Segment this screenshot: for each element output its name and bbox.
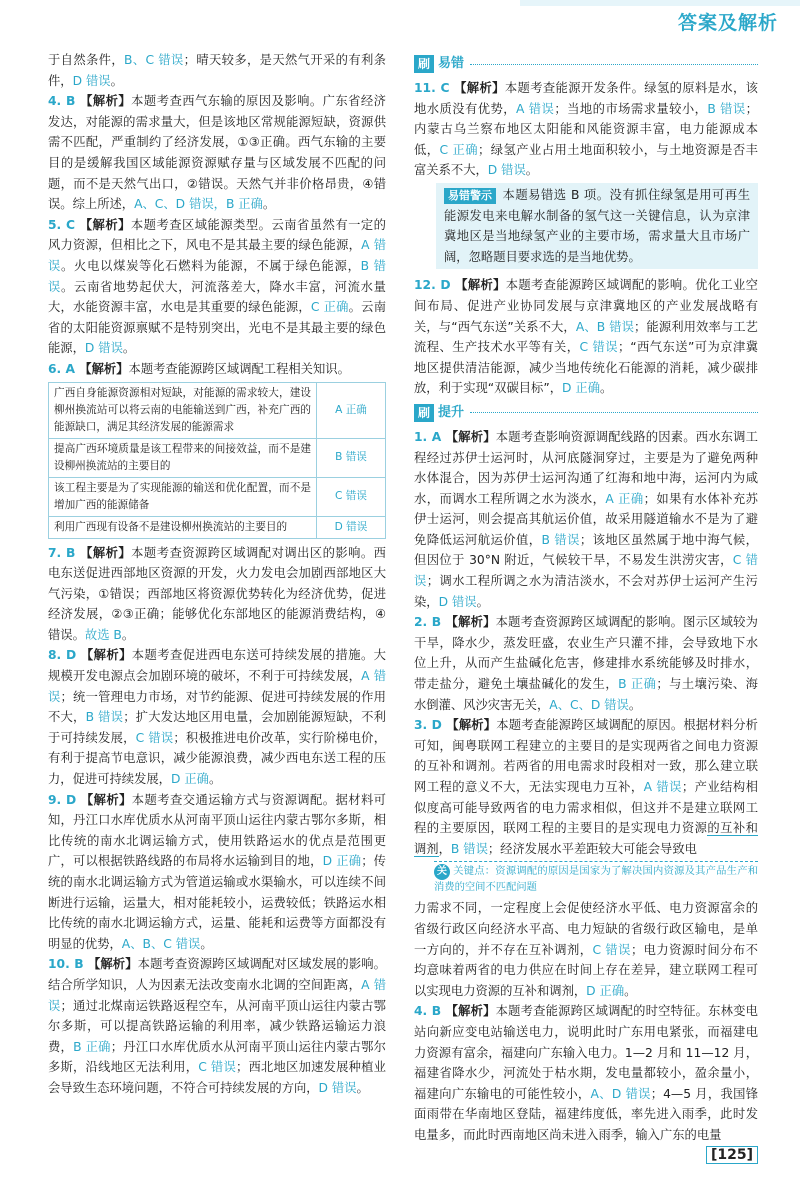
table-cell-text: 该工程主要是为了实现能源的输送和优化配置，而不是增加广西的能源储备 xyxy=(49,477,317,516)
section-tisheng xyxy=(414,403,758,423)
analysis-tag: 【解析】 xyxy=(441,1004,496,1019)
answer-verdict: A 错误 xyxy=(516,101,555,116)
answer-11 xyxy=(414,78,758,181)
text-run: ；与土壤污染、海水倒灌、风沙灾害无关， xyxy=(414,677,758,712)
text-run: 本题考查区域能源类型。云南省虽然有一定的风力资源，但相比之下，风电不是其最主要的绿色能源， xyxy=(48,217,386,253)
answer-verdict: D 错误 xyxy=(72,73,111,88)
answer-verdict: A、B 错误 xyxy=(575,319,635,334)
answer-verdict: C 错误 xyxy=(198,1060,236,1075)
section-yicuo xyxy=(414,54,758,74)
answer-verdict: B 错误 xyxy=(541,532,580,547)
section-label: 易错 xyxy=(438,55,465,71)
answer-verdict: B 错误 xyxy=(450,841,488,856)
answer-p2 xyxy=(414,612,758,715)
answer-verdict: D 正确 xyxy=(586,983,625,998)
answer-verdict: D 正确 xyxy=(562,381,600,396)
cont-paragraph xyxy=(48,50,386,91)
answer-verdict: B 错误 xyxy=(707,101,746,116)
section-divider xyxy=(470,64,758,65)
answer-12 xyxy=(414,275,758,399)
page-header xyxy=(0,0,800,40)
text-run: 。云南省地势起伏大，河流落差大，降水丰富，河流水量大，水能资源丰富，水电是其重要的绿色能源， xyxy=(48,279,386,315)
answer-4 xyxy=(48,91,386,215)
text-run: 。 xyxy=(208,772,222,787)
warning-box xyxy=(436,183,758,269)
text-run: ；调水工程所调之水为清洁淡水，不会对苏伊士运河产生污染， xyxy=(414,574,758,609)
table-cell-result: A 正确 xyxy=(317,382,386,438)
text-run: 本题考查西气东输的原因及影响。广东省经济发达，对能源的需求量大，但是该地区常规能源短缺，资源供需不匹配，严重制约了经济发展，①③正确。西气东输的主要目的是缓解我国区域能源资源赋存量与区域发展不匹配的问题，而不是天然气出口，②错误。天然气并非价格昂贵，④错误。综上所述， xyxy=(48,94,386,212)
text-run: ；当地的市场需求量较小， xyxy=(554,101,708,116)
text-run: 本题考查能源跨区域调配的原因。根据材料分析可知，闽粤联网工程建立的主要目的是实现两省之间电力资源的互补和调剂。若两省的用电需求时段相对一致，那么建立联网工程的意义不大，无法实现电力互补， xyxy=(414,718,758,794)
question-number: 12. D xyxy=(414,278,451,293)
answer-verdict: D 错误 xyxy=(318,1080,357,1095)
answer-verdict: C 错误 xyxy=(592,942,631,957)
analysis-table-6 xyxy=(48,382,386,539)
text-run: ；扩大发达地区用电量，会加剧能源短缺，不利于可持续发展， xyxy=(48,710,386,745)
question-number: 10. B xyxy=(48,957,84,972)
answer-p1 xyxy=(414,427,758,612)
text-run: 。 xyxy=(262,197,276,212)
table-cell-text: 提高广西环境质量是该工程带来的间接效益，而不是建设柳州换流站的主要目的 xyxy=(49,438,317,477)
text-run: ；丹江口水库优质水从河南平顶山运往内蒙古鄂尔多斯，沿线地区无法利用， xyxy=(48,1039,386,1075)
text-run: ；积极推进电价改革，实行阶梯电价，有利于提高节电意识，减少能源浪费，减少西电东送工程的压力，促进可持续发展， xyxy=(48,730,386,787)
answer-verdict: C 正确 xyxy=(310,300,349,315)
text-run: ；经济发展水平差距较大可能会导致电 xyxy=(487,841,697,856)
text-run: 本题考查资源跨区域调配的影响。图示区域较为干旱，降水少，蒸发旺盛，农业生产只灌不排，会导致地下水位上升，从而产生盐碱化危害，修建排水系统能够及时排水，带走盐分，避免土壤盐碱化的发生， xyxy=(414,615,758,692)
header-bar xyxy=(520,0,800,6)
question-number: 4. B xyxy=(48,94,76,109)
analysis-tag: 【解析】 xyxy=(76,792,132,807)
text-run: 。 xyxy=(628,697,642,712)
answer-verdict: D 错误 xyxy=(438,594,477,609)
text-run: ；绿氢产业占用土地面积较小，与土地资源是否丰富关系不大， xyxy=(414,142,758,178)
text-run: ；4—5 月，我国锋面雨带在华南地区登陆，福建纬度低，率先进入雨季，此时发电量多，而此时西南地区尚未进入雨季，输入广东的电量 xyxy=(414,1086,758,1142)
text-run: ；如果有水体补充苏伊士运河，则会提高其航运价值，故采用隧道输水不是为了避免降低运河航运价值， xyxy=(414,491,758,547)
page-number-value: 125 xyxy=(717,1147,747,1163)
answer-p3 xyxy=(414,715,758,859)
text-run: 。 xyxy=(110,73,123,88)
answer-verdict: B 正确 xyxy=(73,1039,111,1054)
right-column xyxy=(414,50,758,1146)
text-run: ；内蒙古乌兰察布地区太阳能和风能资源丰富，电力能源成本低， xyxy=(414,101,758,157)
text-run: 本题考查影响资源调配线路的因素。西水东调工程经过苏伊士运河时，从河底隧洞穿过，主要是为了避免两种水体混合，因为苏伊士运河沟通了红海和地中海，运河内为咸水，而调水工程所调之水为淡水， xyxy=(414,429,758,506)
answer-verdict: A、B、C 错误 xyxy=(121,936,201,951)
text-run: ；传统的南水北调运输方式为管道运输或水渠输水，可以连续不间断进行运输，运量大，相对能耗较小，运费较低；铁路运水相比传统的南水北调运输方式，运量、能耗和运费等方面都没有明显的优势， xyxy=(48,854,386,951)
answer-5 xyxy=(48,215,386,359)
text-run: 。 xyxy=(624,983,637,998)
table-cell-result: B 错误 xyxy=(317,438,386,477)
question-number: 7. B xyxy=(48,545,76,560)
answer-verdict: C 正确 xyxy=(439,142,478,157)
table-cell-text: 利用广西现有设备不是建设柳州换流站的主要目的 xyxy=(49,516,317,538)
answer-verdict: A、D 错误 xyxy=(590,1086,651,1101)
section-divider xyxy=(470,412,758,413)
text-run: ；通过北煤南运铁路返程空车，从河南平顶山运往内蒙古鄂尔多斯，可以提高铁路运输的利用率，减少铁路运输运力浪费， xyxy=(48,998,386,1054)
left-column xyxy=(48,50,386,1099)
text-run: 。云南省的太阳能资源禀赋不是特别突出，光电不是其最主要的绿色能源， xyxy=(48,300,386,356)
text-run: 本题考查能源跨区域调配工程相关知识。 xyxy=(128,361,350,376)
answer-verdict: C 错误 xyxy=(414,553,758,589)
question-number: 3. D xyxy=(414,718,442,733)
answer-verdict: A 正确 xyxy=(605,491,644,506)
text-run: ；“西气东送”可为京津冀地区提供清洁能源，减少当地传统化石能源的消耗，减少碳排放，利于实现“双碳目标”， xyxy=(414,340,758,396)
table-cell-result: C 错误 xyxy=(317,477,386,516)
warning-text: 本题易错选 B 项。没有抓住绿氢是用可再生能源发电来电解水制备的氢气这一关键信息，认为京津冀地区是当地绿氢产业的主要市场，需求量大且市场广阔，忽略题目要求选的是当地优势。 xyxy=(444,187,750,264)
answer-verdict: A、C、D 错误，B 正确 xyxy=(134,197,263,212)
text-run: 。 xyxy=(200,936,213,951)
text-run: ；统一管理电力市场，对节约能源、促进可持续发展的作用不大， xyxy=(48,689,386,725)
key-point-note xyxy=(434,861,758,894)
answer-verdict: B、C 错误 xyxy=(124,53,184,67)
answer-p3-continued xyxy=(414,898,758,1001)
text-run: ；电力资源时间分布不均意味着两省的电力供应在时间上存在差异，建立联网工程可以实现电力资源的互补和调剂， xyxy=(414,942,758,998)
answer-8 xyxy=(48,645,386,789)
answer-verdict: A 错误 xyxy=(48,238,386,273)
key-point-label: 关键点： xyxy=(453,865,496,878)
text-run: 本题考查交通运输方式与资源调配。据材料可知，丹江口水库优质水从河南平顶山运往内蒙古鄂尔多斯，相比传统的南水北调运输方式，使用铁路运水的优点是范围更广，可以根据铁路线路的布局将水运输到目的地， xyxy=(48,792,386,869)
text-run: ， xyxy=(438,841,451,856)
question-number: 6. A xyxy=(48,361,76,376)
text-run: 力需求不同，一定程度上会促使经济水平低、电力资源富余的省级行政区向经济水平高、电力短缺的省级行政区输电，是单一方向的，并不存在互补调剂， xyxy=(414,901,758,957)
text-run: 本题考查资源跨区域调配对区域发展的影响。结合所学知识，人为因素无法改变南水北调的空间距离， xyxy=(48,957,386,992)
analysis-tag: 【解析】 xyxy=(441,429,496,444)
answer-verdict: D 错误 xyxy=(487,163,526,178)
question-number: 9. D xyxy=(48,792,77,807)
answer-verdict: C 错误 xyxy=(135,730,174,745)
answer-verdict: A 错误 xyxy=(48,669,386,704)
question-number: 8. D xyxy=(48,648,77,663)
table-row xyxy=(49,382,386,438)
answer-verdict: A、C、D 错误 xyxy=(549,697,629,712)
analysis-tag: 【解析】 xyxy=(441,718,497,733)
answer-p3-part-a xyxy=(414,718,758,835)
analysis-tag: 【解析】 xyxy=(450,278,506,293)
text-run: 于自然条件， xyxy=(48,53,124,67)
text-run: 。 xyxy=(600,381,613,396)
text-run: ；该地区虽然属于地中海气候，但因位于 30°N 附近，气候较干旱，不易发生洪涝灾害， xyxy=(414,532,758,568)
answer-9 xyxy=(48,790,386,955)
text-run: 本题考查能源开发条件。绿氢的原料是水，该地水质没有优势， xyxy=(414,81,758,116)
analysis-tag: 【解析】 xyxy=(75,545,132,560)
answer-verdict: A 错误 xyxy=(643,780,682,794)
analysis-tag: 【解析】 xyxy=(83,957,138,972)
section-badge: 刷 xyxy=(414,55,434,73)
text-run: ；晴天较多，是天然气开采的有利条件， xyxy=(48,53,386,88)
text-run: 。 xyxy=(476,594,489,609)
answer-p3-part-b xyxy=(439,842,697,856)
key-point-icon: 关 xyxy=(434,864,450,880)
underlined-phrase: 的互补和调剂 xyxy=(414,821,758,856)
question-number: 2. B xyxy=(414,615,442,630)
table-row xyxy=(49,516,386,538)
section-badge: 刷 xyxy=(414,404,434,422)
analysis-tag: 【解析】 xyxy=(75,94,132,109)
answer-verdict: D 正确 xyxy=(170,772,209,787)
text-run: ；产业结构相似度高可能导致两省的电力需求相似，但这并不是建立联网工程的主要原因，联网工程的主要目的是实现电力资源 xyxy=(414,780,758,836)
table-cell-text: 广西自身能源资源相对短缺，对能源的需求较大，建设柳州换流站可以将云南的电能输送到广西，补充广西的能源缺口，满足其经济发展的能源需求 xyxy=(49,382,317,438)
answer-p4 xyxy=(414,1001,758,1145)
question-number: 4. B xyxy=(414,1004,442,1019)
answer-verdict: B 错误 xyxy=(85,710,124,725)
header-title: 答案及解析 xyxy=(677,12,778,34)
key-point-text: 资源调配的原因是国家为了解决国内资源及其产品生产和消费的空间不匹配问题 xyxy=(434,865,759,894)
analysis-tag: 【解析】 xyxy=(76,648,132,663)
section-label: 提升 xyxy=(438,404,465,420)
answer-verdict: B 错误 xyxy=(48,258,386,294)
analysis-tag: 【解析】 xyxy=(441,615,496,630)
answer-verdict: 故选 B xyxy=(84,627,122,642)
text-run: 。火电以煤炭等化石燃料为能源，不属于绿色能源， xyxy=(61,258,361,273)
answer-10 xyxy=(48,954,386,1098)
page-number: [125] xyxy=(706,1146,758,1164)
question-number: 5. C xyxy=(48,217,76,232)
text-run: ；能源利用效率与工艺流程、生产技术水平等有关， xyxy=(414,319,758,355)
answer-6 xyxy=(48,359,386,380)
analysis-tag: 【解析】 xyxy=(75,217,131,232)
answer-verdict: B 正确 xyxy=(618,677,657,692)
text-run: 。 xyxy=(525,163,539,178)
answer-verdict: C 错误 xyxy=(579,340,618,355)
text-run: 本题考查能源跨区域调配的影响。优化工业空间布局、促进产业协同发展与京津冀地区的产业发展战略有关，与“西气东送”关系不大， xyxy=(414,278,758,334)
text-run: 本题考查促进西电东送可持续发展的措施。大规模开发电源点会加剧环境的破坏，不利于可持续发展， xyxy=(48,648,386,684)
analysis-tag: 【解析】 xyxy=(75,361,129,376)
analysis-tag: 【解析】 xyxy=(449,81,505,95)
text-run: 。 xyxy=(121,627,135,642)
answer-verdict: A 错误 xyxy=(48,977,386,1013)
answer-verdict: D 错误 xyxy=(84,341,123,356)
question-number: 1. A xyxy=(414,429,442,444)
text-run: 本题考查资源跨区域调配对调出区的影响。西电东送促进西部地区资源的开发，火力发电会加剧西部地区大气污染，①错误；西部地区将资源优势转化为经济优势，促进经济发展，②③正确；能够优化东部地区的能源消费结构，④错误。 xyxy=(48,545,386,642)
warning-label: 易错警示 xyxy=(444,188,496,204)
table-cell-result: D 错误 xyxy=(317,516,386,538)
text-run: 本题考查能源跨区域调配的时空特征。东林变电站向新应变电站输送电力，说明此时广东用电紧张，而福建电力资源有富余，福建向广东输入电力。1—2 月和 11—12 月，福建省降水少，河流处于枯水期，发电量都较小，盈余量小，福建向广东输电的可能性较小， xyxy=(414,1004,758,1101)
table-row xyxy=(49,438,386,477)
text-run: 。 xyxy=(356,1080,369,1095)
answer-verdict: D 正确 xyxy=(322,854,362,869)
answer-7 xyxy=(48,543,386,646)
text-run: ；西北地区加速发展种植业会导致生态环境问题，不符合可持续发展的方向， xyxy=(48,1060,386,1095)
question-number: 11. C xyxy=(414,81,450,95)
text-run: 。 xyxy=(122,341,136,356)
table-row xyxy=(49,477,386,516)
